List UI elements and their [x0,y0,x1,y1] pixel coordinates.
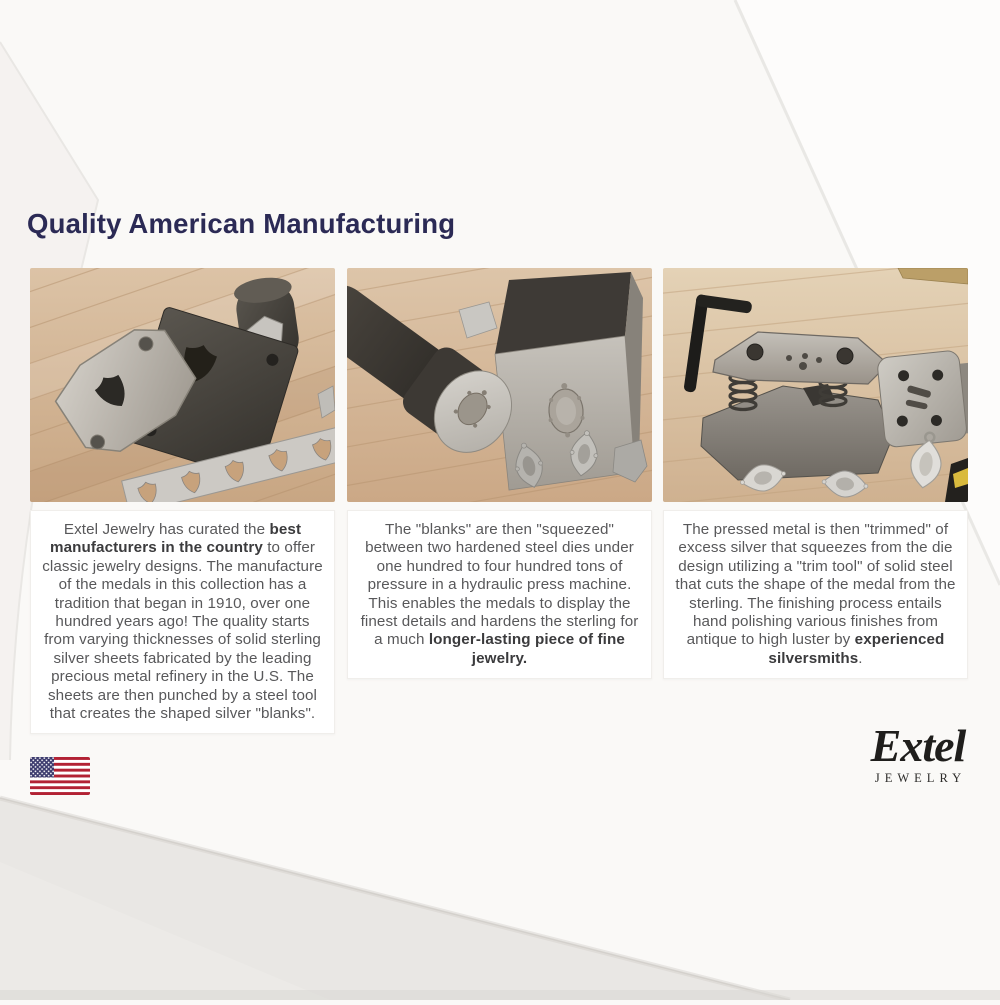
step-text-bold: best manufacturers in the country [49,521,302,557]
us-flag-icon [30,757,90,795]
step-text-bold: longer-lasting piece of fine jewelry. [428,631,625,667]
brand-logo-wordmark: Extel [870,720,966,771]
step-card [30,510,335,734]
step-text: The "blanks" are then "squeezed" between two hardened steel dies under one hundred to four hundred tons of pressure in a hydraulic press machine. This enables the medals to display the finest details and hardens the sterling for a much [360,521,639,649]
step-card [347,510,652,679]
step-photo [663,268,968,502]
press-dies-photo-illustration [347,268,652,502]
trim-tool-photo-illustration [663,268,968,502]
step-text: Extel Jewelry has curated the [63,521,270,538]
brand-logo-subtitle: JEWELRY [874,771,967,786]
page-title: Quality American Manufacturing [27,208,456,239]
step-text: to offer classic jewelry designs. The manufacture of the medals in this collection has a tradition that began in 1910, over one hundred years ago! The quality starts from varying thicknesses of solid sterling silver sheets fabricated by the leading precious metal refinery in the U.S. The sheets are then punched by a steel tool that creates the shaped silver "blanks". [42,539,323,722]
step-column-blanking [30,268,335,734]
step-column-trimming [663,268,968,679]
step-column-pressing [347,268,652,679]
blanking-dies-photo-illustration [30,268,335,502]
step-text-bold: experienced silversmiths [768,631,945,667]
step-photo [30,268,335,502]
brand-logo [840,722,996,786]
step-photo [347,268,652,502]
step-text: The pressed metal is then "trimmed" of excess silver that squeezes from the die design utilizing a "trim tool" of solid steel that cuts the shape of the medal from the sterling. The finishing process entails hand polishing various finishes from antique to high luster by [675,521,956,649]
step-text: . [858,649,863,667]
step-card [663,510,968,679]
